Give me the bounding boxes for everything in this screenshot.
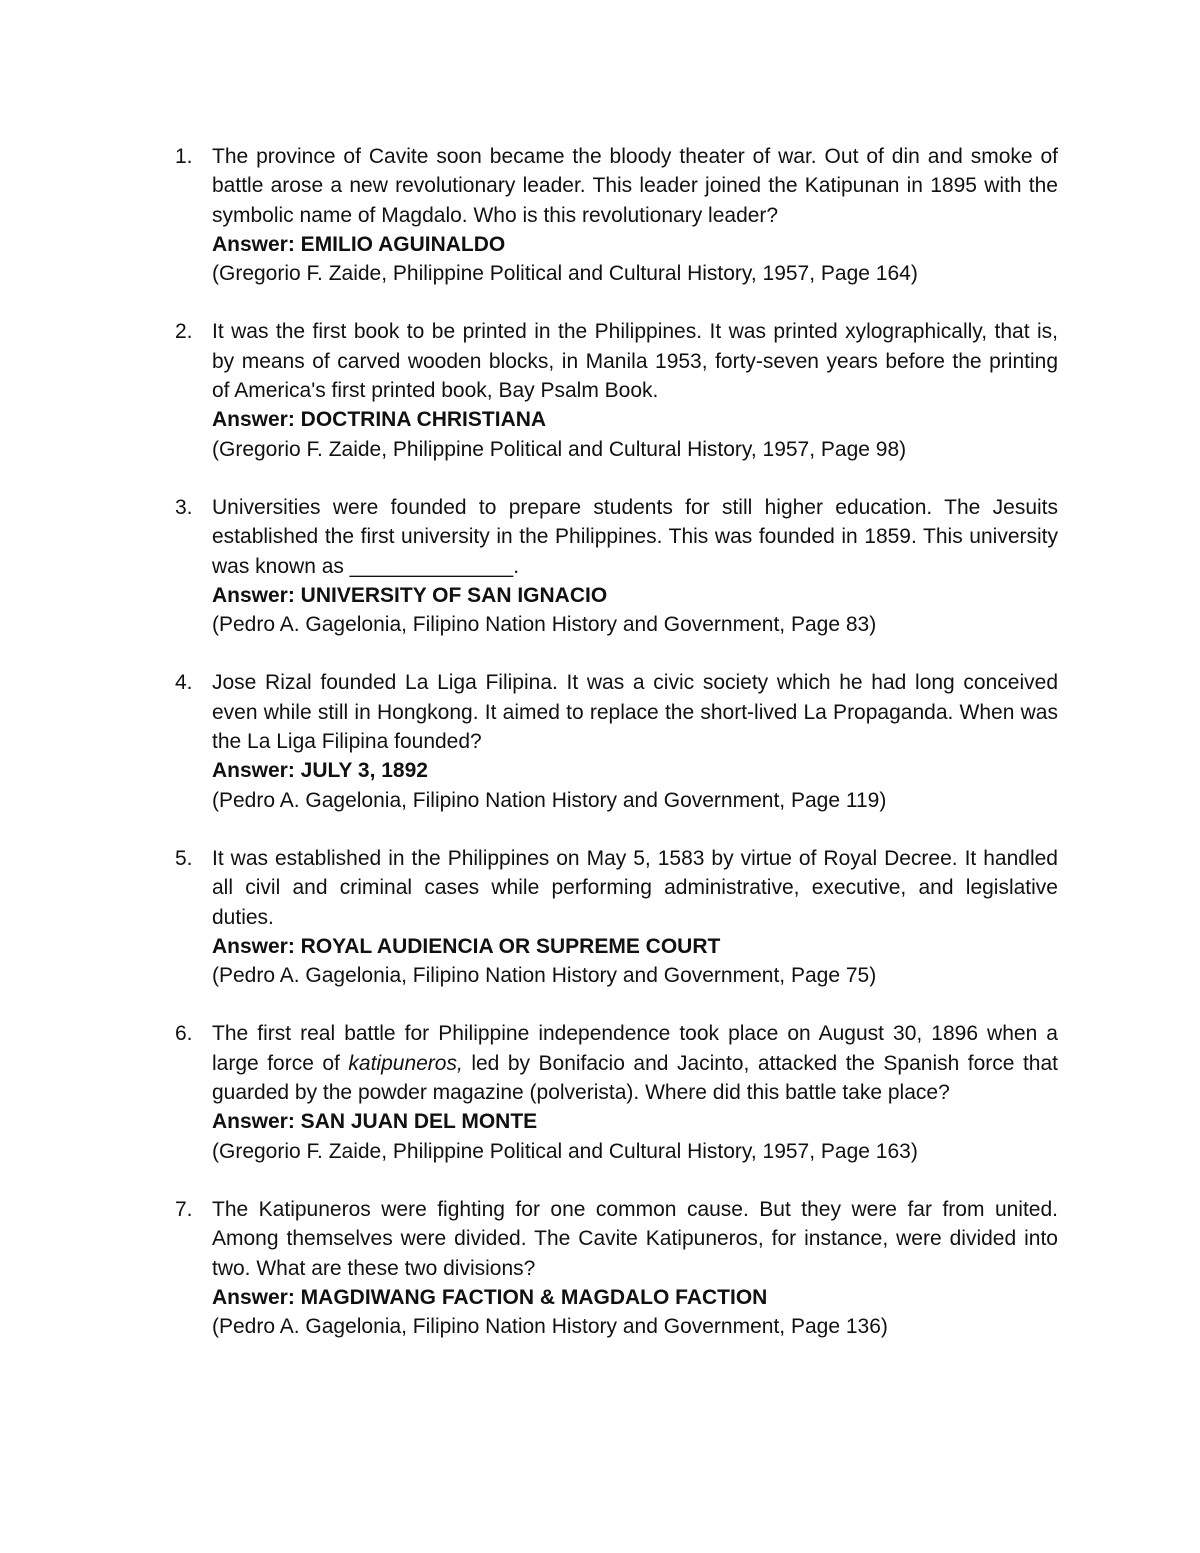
question-item-3 [168,493,1058,639]
citation-text: (Pedro A. Gagelonia, Filipino Nation History and Government, Page 83) [212,613,877,637]
question-text-part: led by Bonifacio and Jacinto, attacked the Spanish force that guarded by the powder magazine (polverista). Where did this battle take place? [212,1051,1058,1105]
item-number: 2. [175,320,193,344]
item-number: 5. [175,846,193,870]
question-text: The province of Cavite soon became the bloody theater of war. Out of din and smoke of battle arose a new revolutionary leader. This leader joined the Katipunan in 1895 with the symbolic name of Magdalo. Who is this revolutionary leader? [212,145,1058,227]
citation-text: (Gregorio F. Zaide, Philippine Political and Cultural History, 1957, Page 163) [212,1139,918,1163]
item-number: 3. [175,495,193,519]
question-text [212,1019,1058,1107]
question-list [168,142,1058,1370]
answer-text: Answer: JULY 3, 1892 [212,759,428,783]
answer-text: Answer: UNIVERSITY OF SAN IGNACIO [212,583,608,607]
answer-text: Answer: ROYAL AUDIENCIA OR SUPREME COURT [212,934,721,958]
citation-text: (Pedro A. Gagelonia, Filipino Nation History and Government, Page 119) [212,788,887,812]
question-text: Jose Rizal founded La Liga Filipina. It was a civic society which he had long conceived even while still in Hongkong. It aimed to replace the short-lived La Propaganda. When was the La Liga Filipina founded? [212,671,1058,754]
citation-text: (Gregorio F. Zaide, Philippine Political and Cultural History, 1957, Page 164) [212,262,918,286]
question-text: The Katipuneros were fighting for one common cause. But they were far from united. Among themselves were divided. The Cavite Katipuneros, for instance, were divided into two. What are these two divisions? [212,1197,1058,1280]
item-number: 1. [175,145,193,168]
question-item-2 [168,317,1058,463]
answer-text: Answer: SAN JUAN DEL MONTE [212,1110,538,1134]
answer-text: Answer: MAGDIWANG FACTION & MAGDALO FACTION [212,1285,768,1309]
item-number: 6. [175,1022,193,1046]
question-text: Universities were founded to prepare students for still higher education. The Jesuits established the first university in the Philippines. This was founded in 1859. This university was known as ______________. [212,495,1058,578]
answer-text: Answer: EMILIO AGUINALDO [212,232,506,256]
question-emphasis: katipuneros, [348,1051,463,1075]
question-text: It was established in the Philippines on May 5, 1583 by virtue of Royal Decree. It handled all civil and criminal cases while performing administrative, executive, and legislative duties. [212,846,1058,929]
question-item-4 [168,668,1058,814]
question-item-1 [168,142,1058,288]
citation-text: (Pedro A. Gagelonia, Filipino Nation History and Government, Page 75) [212,964,877,988]
question-text-part: The first real battle for Philippine independence took place on August 30, 1896 when a large force of [212,1022,1058,1075]
item-number: 4. [175,671,193,695]
question-item-5 [168,844,1058,990]
citation-text: (Pedro A. Gagelonia, Filipino Nation History and Government, Page 136) [212,1315,888,1339]
question-item-7 [168,1195,1058,1341]
item-number: 7. [175,1197,193,1221]
citation-text: (Gregorio F. Zaide, Philippine Political and Cultural History, 1957, Page 98) [212,437,907,461]
question-text: It was the first book to be printed in the Philippines. It was printed xylographically, that is, by means of carved wooden blocks, in Manila 1953, forty-seven years before the printing of America's first printed book, Bay Psalm Book. [212,320,1058,403]
question-item-6 [168,1019,1058,1165]
answer-text: Answer: DOCTRINA CHRISTIANA [212,408,547,432]
